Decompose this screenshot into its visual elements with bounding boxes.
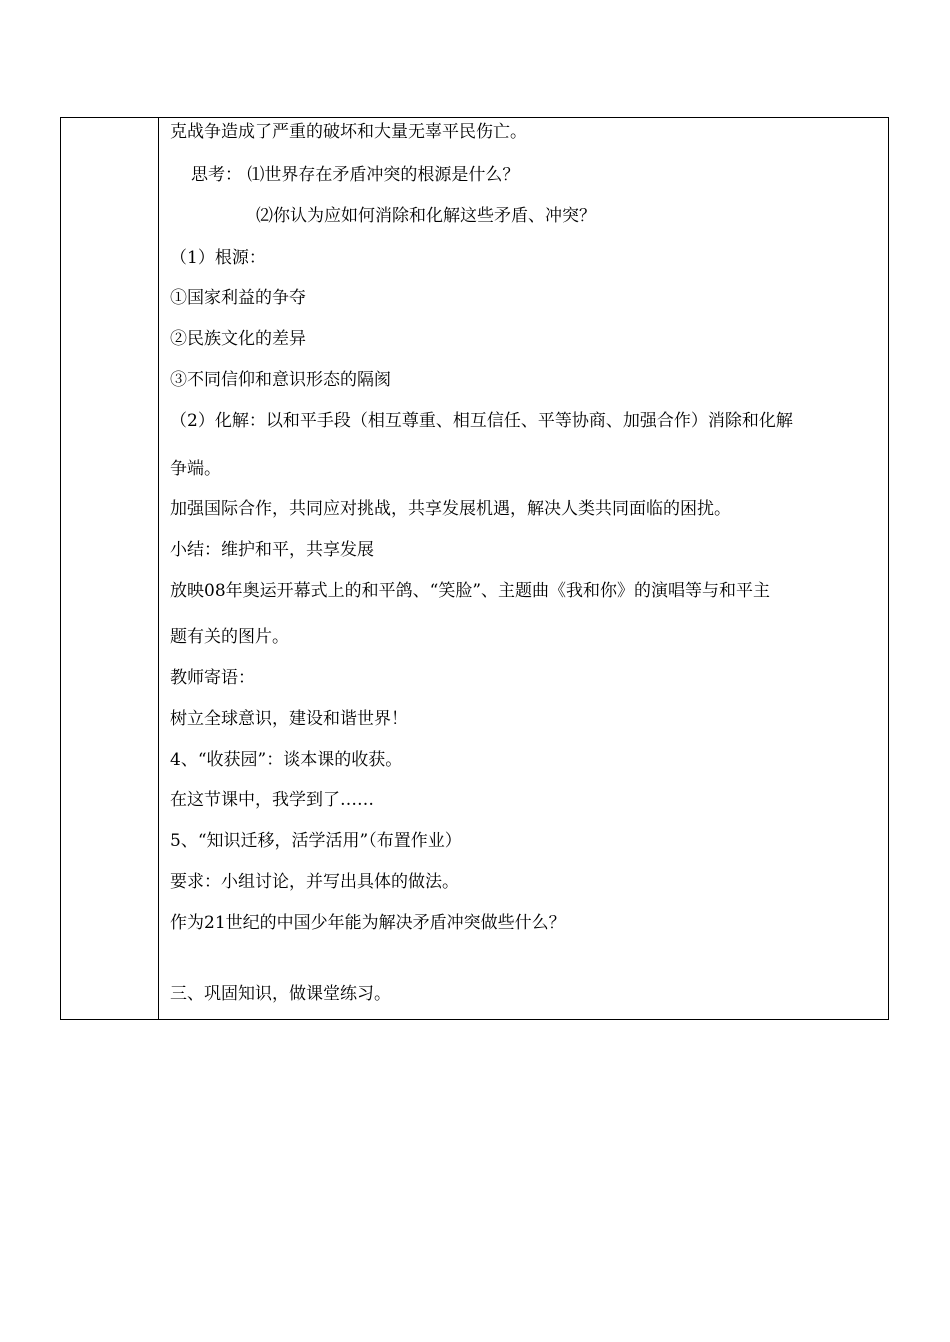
text-line: 在这节课中，我学到了…… xyxy=(170,790,374,810)
text-line: ①国家利益的争夺 xyxy=(170,288,306,308)
text-line: （2）化解：以和平手段（相互尊重、相互信任、平等协商、加强合作）消除和化解 xyxy=(170,411,793,431)
text-line: 要求：小组讨论，并写出具体的做法。 xyxy=(170,872,459,892)
text-line: ②民族文化的差异 xyxy=(170,329,306,349)
text-line: 三、巩固知识，做课堂练习。 xyxy=(170,984,391,1004)
table-left-column xyxy=(61,118,159,1019)
text-line: ③不同信仰和意识形态的隔阂 xyxy=(170,370,391,390)
text-line: 5、“知识迁移，活学活用”（布置作业） xyxy=(170,831,462,851)
text-line: 教师寄语： xyxy=(170,668,255,688)
text-line: ⑵你认为应如何消除和化解这些矛盾、冲突？ xyxy=(256,206,596,226)
text-line: （1）根源： xyxy=(170,248,266,268)
text-line: 作为21世纪的中国少年能为解决矛盾冲突做些什么？ xyxy=(170,913,566,933)
text-line: 克战争造成了严重的破坏和大量无辜平民伤亡。 xyxy=(170,122,527,142)
text-line: 争端。 xyxy=(170,459,221,479)
text-line: 4、“收获园”：谈本课的收获。 xyxy=(170,750,403,770)
text-line: 思考： ⑴世界存在矛盾冲突的根源是什么？ xyxy=(191,165,520,185)
text-line: 题有关的图片。 xyxy=(170,627,289,647)
text-line: 加强国际合作，共同应对挑战，共享发展机遇，解决人类共同面临的困扰。 xyxy=(170,499,731,519)
text-line: 放映08年奥运开幕式上的和平鸽、“笑脸”、主题曲《我和你》的演唱等与和平主 xyxy=(170,581,771,601)
text-line: 树立全球意识，建设和谐世界！ xyxy=(170,709,408,729)
lesson-table xyxy=(60,117,889,1020)
text-line: 小结：维护和平，共享发展 xyxy=(170,540,374,560)
